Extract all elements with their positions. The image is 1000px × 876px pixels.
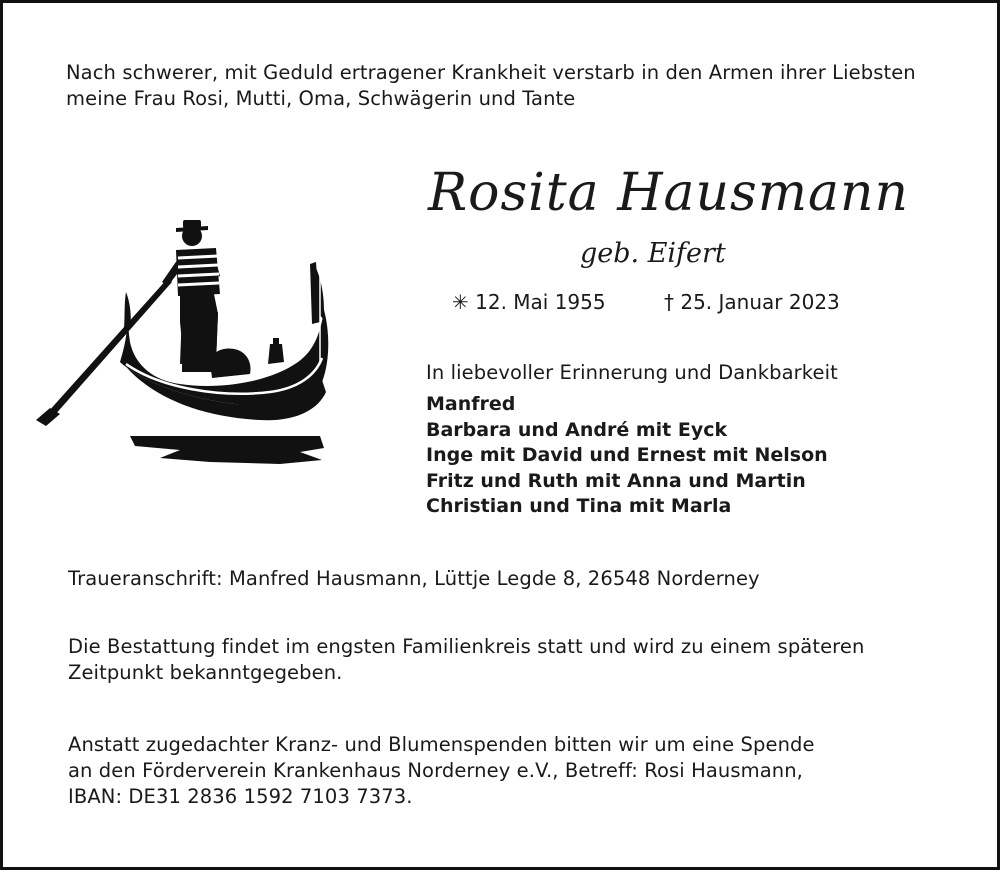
mourners-heading: In liebevoller Erinnerung und Dankbarkeit	[426, 361, 838, 384]
deceased-name: Rosita Hausmann	[428, 163, 910, 223]
mourners-list	[426, 392, 828, 520]
death-date: † 25. Januar 2023	[664, 290, 840, 314]
burial-line-2: Zeitpunkt bekanntgegeben.	[68, 661, 343, 684]
gondola-icon	[30, 212, 340, 474]
mourner-name: Inge mit David und Ernest mit Nelson	[426, 444, 828, 466]
mourner-name: Manfred	[426, 393, 516, 415]
donation-line-1: Anstatt zugedachter Kranz- und Blumenspenden bitten wir um eine Spende	[68, 733, 815, 756]
mourner-name: Christian und Tina mit Marla	[426, 495, 732, 517]
intro-text	[66, 60, 916, 112]
mourner-name: Barbara und André mit Eyck	[426, 418, 728, 441]
birth-name: geb. Eifert	[580, 238, 726, 269]
burial-notice	[68, 634, 864, 686]
intro-line-2: meine Frau Rosi, Mutti, Oma, Schwägerin und Tante	[66, 87, 576, 110]
birth-date: ✳ 12. Mai 1955	[452, 290, 606, 314]
mourner-name: Fritz und Ruth mit Anna und Martin	[426, 469, 806, 492]
donation-line-2: an den Förderverein Krankenhaus Norderney e.V., Betreff: Rosi Hausmann,	[68, 759, 803, 782]
burial-line-1: Die Bestattung findet im engsten Familienkreis statt und wird zu einem späteren	[68, 635, 865, 658]
mourning-address: Traueranschrift: Manfred Hausmann, Lüttje Legde 8, 26548 Norderney	[68, 567, 760, 590]
donation-notice	[68, 732, 815, 810]
intro-line-1: Nach schwerer, mit Geduld ertragener Krankheit verstarb in den Armen ihrer Liebsten	[66, 61, 916, 84]
donation-line-3: IBAN: DE31 2836 1592 7103 7373.	[68, 785, 413, 808]
